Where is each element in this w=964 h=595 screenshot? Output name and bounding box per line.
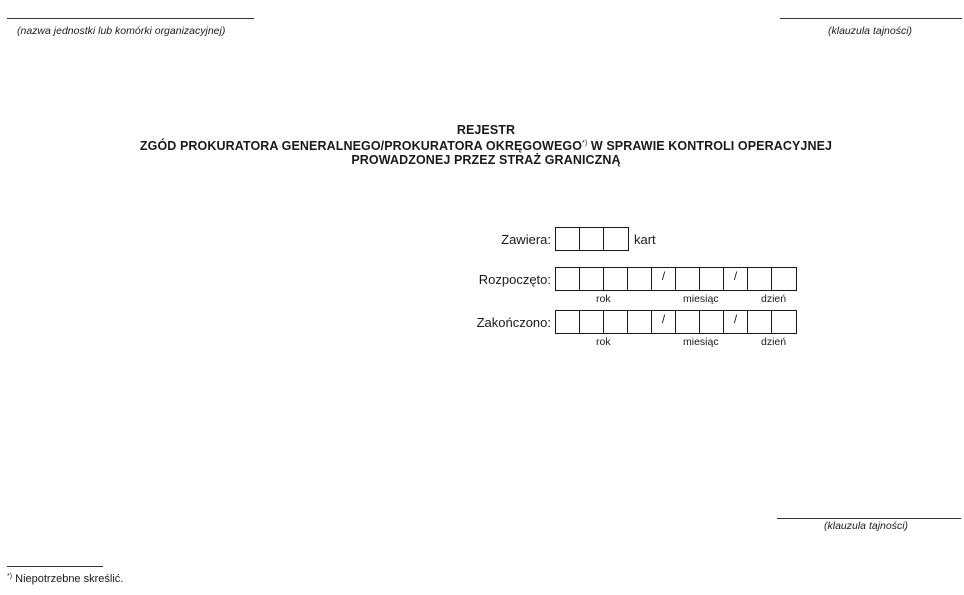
- started-month-caption: miesiąc: [683, 293, 719, 305]
- date-separator: /: [652, 311, 676, 333]
- day-digit-box[interactable]: [748, 311, 772, 333]
- title-line-2-b: W SPRAWIE KONTROLI OPERACYJNEJ: [587, 139, 833, 153]
- classification-line-bottom: [777, 518, 961, 519]
- month-digit-box[interactable]: [676, 268, 700, 290]
- date-separator: /: [652, 268, 676, 290]
- month-digit-box[interactable]: [700, 268, 724, 290]
- date-separator: /: [724, 268, 748, 290]
- footnote-mark: *): [7, 573, 13, 580]
- contains-label: Zawiera:: [501, 232, 551, 247]
- digit-box[interactable]: [580, 228, 604, 250]
- classification-caption-bottom: (klauzula tajności): [824, 520, 909, 532]
- year-digit-box[interactable]: [556, 268, 580, 290]
- ended-day-caption: dzień: [761, 336, 787, 348]
- day-digit-box[interactable]: [772, 268, 796, 290]
- started-label: Rozpoczęto:: [478, 272, 551, 287]
- ended-label: Zakończono:: [476, 315, 551, 330]
- footnote: [7, 573, 123, 585]
- started-year-caption: rok: [596, 293, 611, 305]
- title-line-2: [0, 137, 964, 153]
- month-digit-box[interactable]: [700, 311, 724, 333]
- year-digit-box[interactable]: [604, 311, 628, 333]
- year-digit-box[interactable]: [628, 268, 652, 290]
- footnote-separator: [7, 566, 103, 567]
- title-line-1: REJESTR: [456, 123, 516, 137]
- date-separator: /: [724, 311, 748, 333]
- day-digit-box[interactable]: [772, 311, 796, 333]
- started-day-caption: dzień: [761, 293, 787, 305]
- title-footnote-mark: *): [582, 140, 588, 147]
- year-digit-box[interactable]: [580, 311, 604, 333]
- digit-box[interactable]: [604, 228, 628, 250]
- classification-caption-top: (klauzula tajności): [828, 25, 913, 37]
- year-digit-box[interactable]: [604, 268, 628, 290]
- register-title: [0, 123, 964, 167]
- month-digit-box[interactable]: [676, 311, 700, 333]
- year-digit-box[interactable]: [556, 311, 580, 333]
- digit-box[interactable]: [556, 228, 580, 250]
- unit-name-caption: (nazwa jednostki lub komórki organizacyjnej): [17, 25, 226, 37]
- unit-name-line: [7, 18, 254, 19]
- ended-year-caption: rok: [596, 336, 611, 348]
- classification-line-top: [780, 18, 962, 19]
- year-digit-box[interactable]: [628, 311, 652, 333]
- started-date-boxes[interactable]: [555, 267, 797, 291]
- day-digit-box[interactable]: [748, 268, 772, 290]
- title-line-3: PROWADZONEJ PRZEZ STRAŻ GRANICZNĄ: [351, 153, 621, 167]
- year-digit-box[interactable]: [580, 268, 604, 290]
- ended-date-boxes[interactable]: [555, 310, 797, 334]
- ended-month-caption: miesiąc: [683, 336, 719, 348]
- footnote-text: Niepotrzebne skreślić.: [12, 573, 124, 585]
- title-line-2-a: ZGÓD PROKURATORA GENERALNEGO/PROKURATORA OKRĘGOWEGO: [139, 139, 583, 153]
- contains-unit-label: kart: [634, 232, 656, 247]
- contains-card-count-boxes[interactable]: [555, 227, 629, 251]
